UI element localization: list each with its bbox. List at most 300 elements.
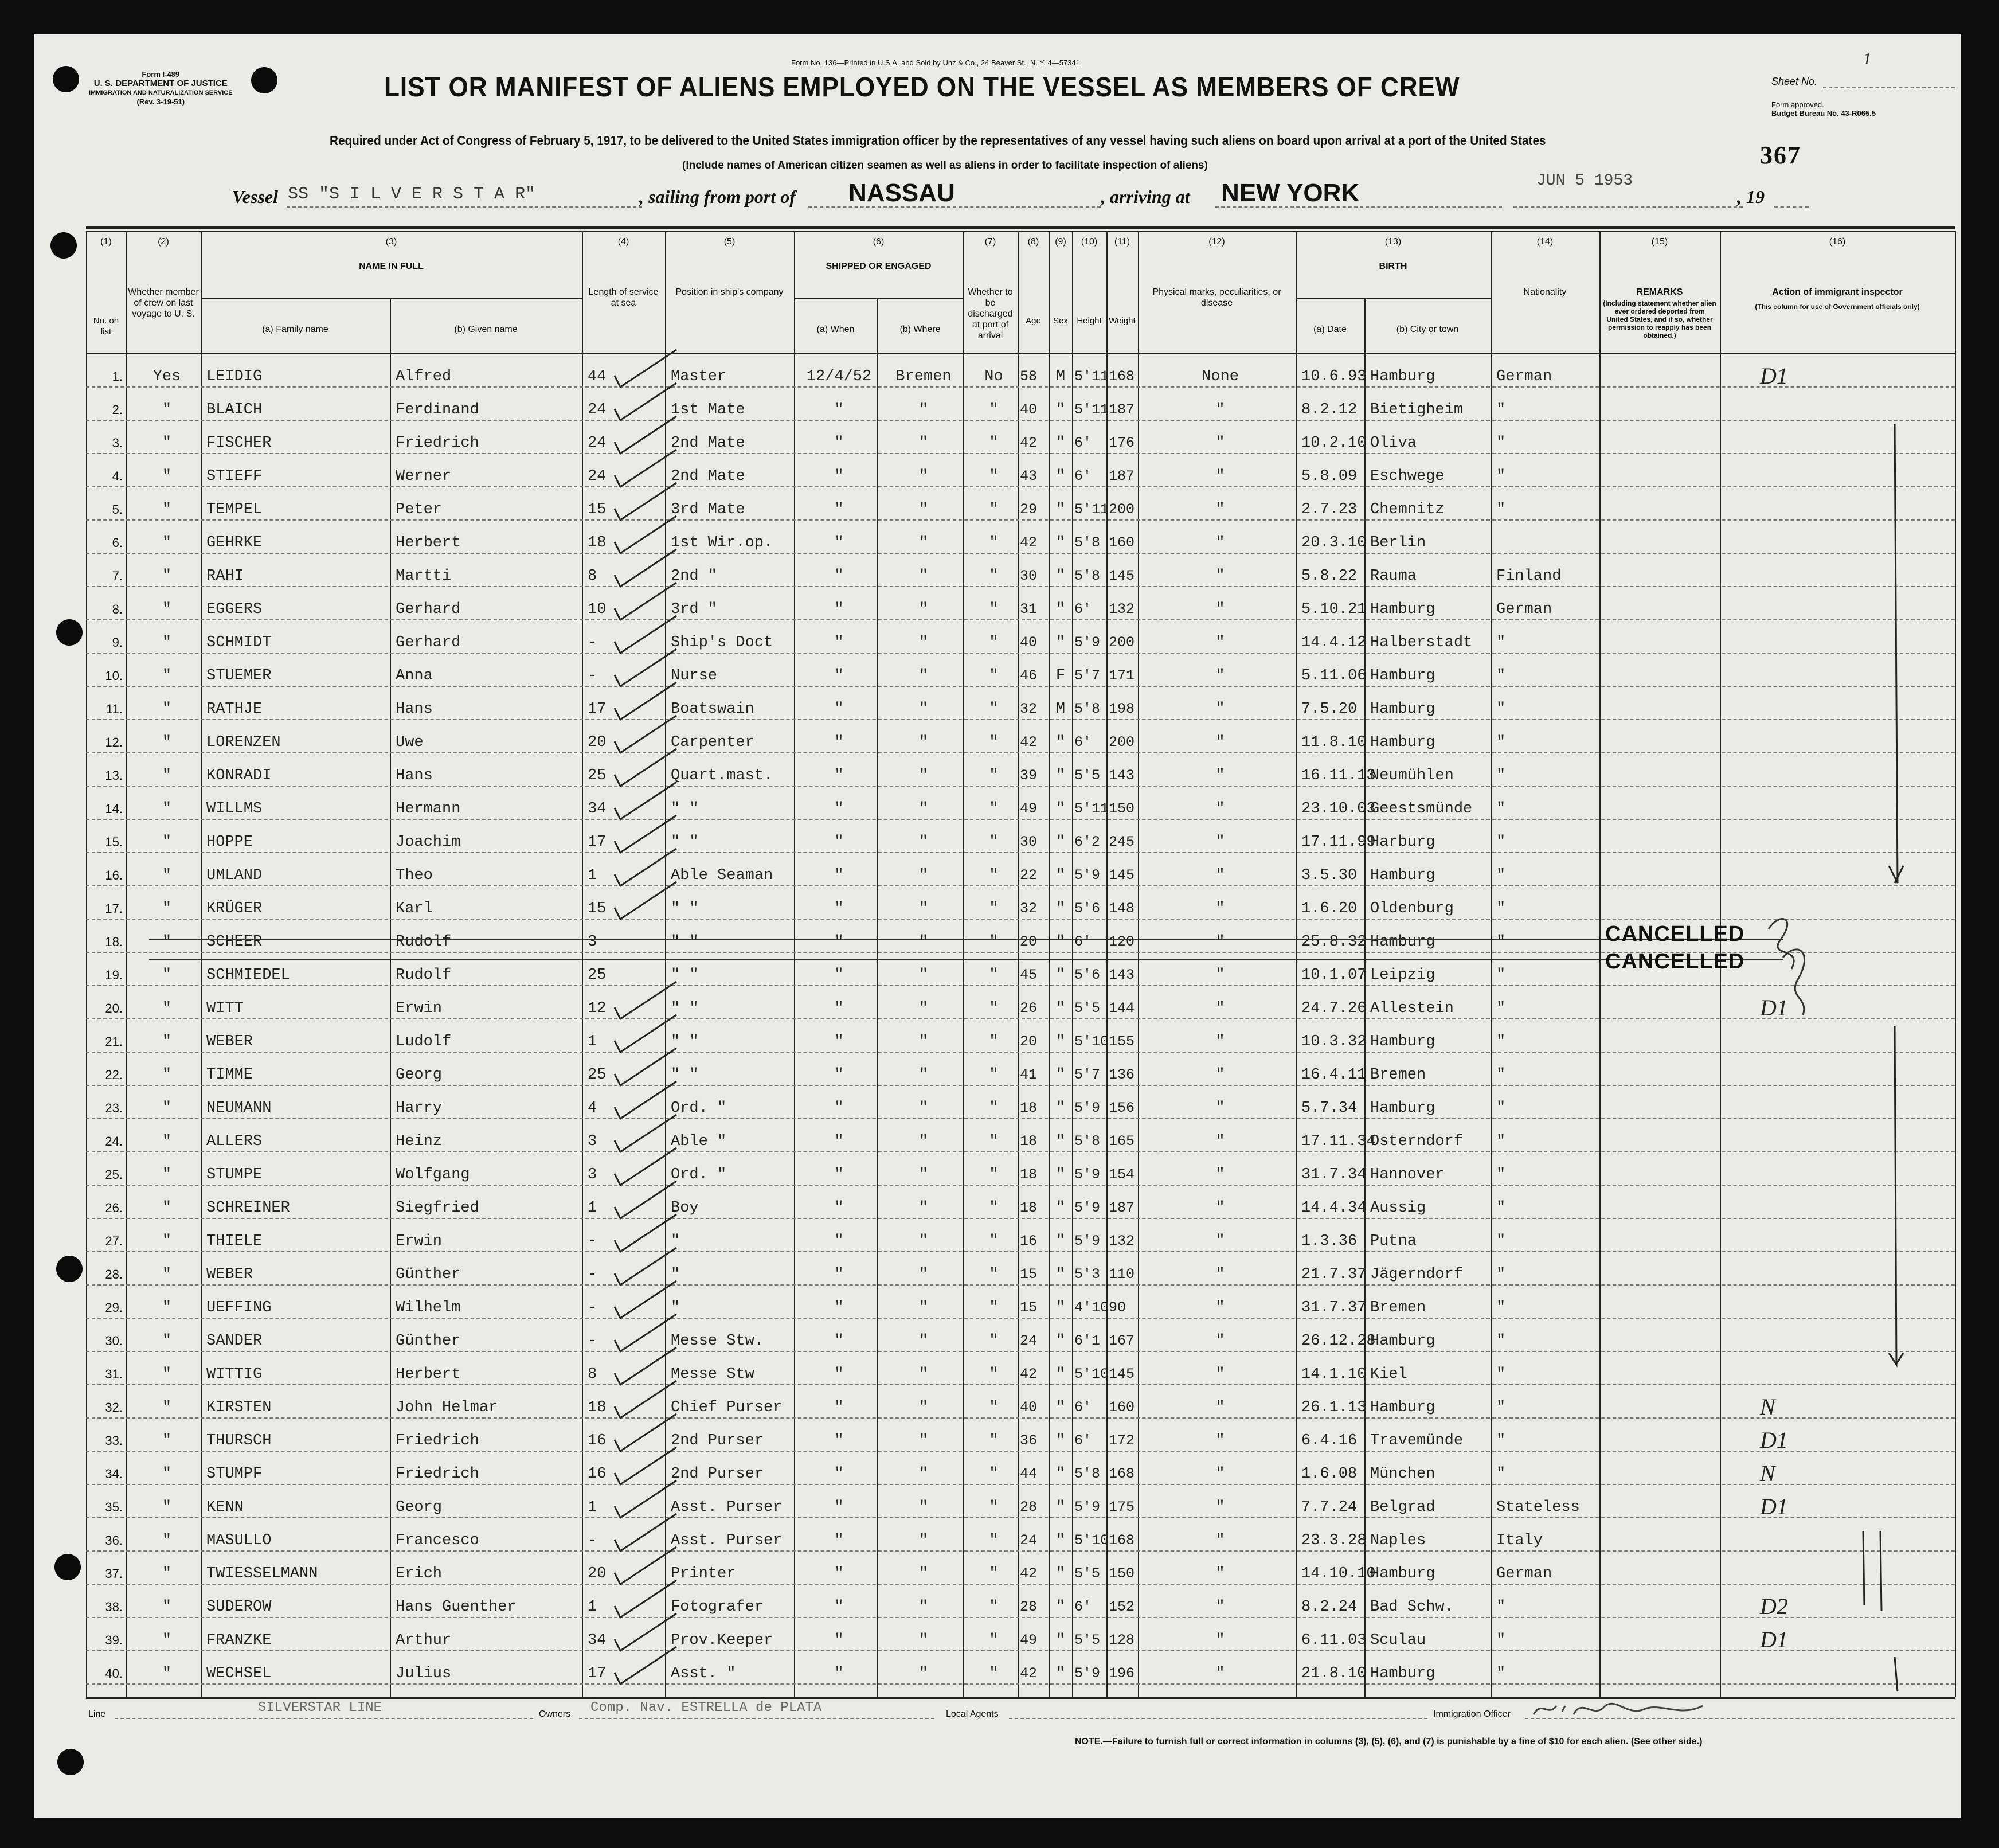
- cell-when: ": [834, 1166, 844, 1183]
- column-rule: [1599, 231, 1601, 1697]
- cell-where: ": [918, 1665, 929, 1682]
- cell-family: LEIDIG: [206, 368, 263, 385]
- column-number: (5): [723, 237, 736, 247]
- cell-age: 28: [1020, 1499, 1038, 1515]
- cell-prev: ": [162, 568, 172, 585]
- cell-where: ": [918, 1333, 929, 1350]
- row-guide: [86, 653, 1955, 654]
- cell-weight: 171: [1109, 667, 1135, 684]
- cell-sex: ": [1055, 1499, 1066, 1516]
- cell-given: Karl: [396, 900, 433, 917]
- cell-where: ": [918, 1599, 929, 1616]
- cell-prev: ": [162, 1033, 172, 1050]
- cell-position: Ship's Doct: [671, 634, 773, 651]
- cell-where: ": [918, 435, 929, 452]
- cell-family: MASULLO: [206, 1532, 272, 1549]
- cell-bcity: Hamburg: [1370, 1333, 1435, 1350]
- column-subheader: (b) Where: [899, 325, 941, 334]
- strike-line-18: [149, 939, 1783, 940]
- cell-marks: ": [1215, 1266, 1225, 1283]
- cell-position: " ": [671, 900, 699, 917]
- group-header-rule: [201, 298, 582, 299]
- column-number: (16): [1829, 237, 1846, 247]
- cell-bdate: 23.10.03: [1301, 800, 1376, 818]
- cell-family: SCHREINER: [206, 1200, 290, 1217]
- cell-service: 8: [588, 1366, 597, 1383]
- line-label: Line: [88, 1709, 106, 1719]
- cell-marks: None: [1202, 368, 1239, 385]
- cell-discharge: ": [989, 834, 999, 851]
- budget-bureau-number: Budget Bureau No. 43-R065.5: [1771, 109, 1876, 118]
- cell-when: ": [834, 1432, 844, 1450]
- inspector-action: D1: [1760, 1494, 1788, 1519]
- cell-nat: ": [1496, 1000, 1506, 1017]
- column-number: (4): [617, 237, 629, 247]
- cell-family: LORENZEN: [206, 734, 281, 751]
- cell-bcity: Hamburg: [1370, 1033, 1435, 1050]
- check-mark: [608, 1641, 688, 1687]
- cell-prev: ": [162, 701, 172, 718]
- cell-bcity: Hamburg: [1370, 701, 1435, 718]
- cell-bcity: Oldenburg: [1370, 900, 1454, 917]
- cell-height: 5'5: [1074, 1632, 1101, 1648]
- cell-when: ": [834, 534, 844, 552]
- cell-weight: 132: [1109, 601, 1135, 618]
- cell-discharge: ": [989, 435, 999, 452]
- cell-bcity: Rauma: [1370, 568, 1417, 585]
- cell-height: 5'6: [1074, 900, 1101, 917]
- column-number: (10): [1081, 237, 1098, 247]
- cell-position: 1st Wir.op.: [671, 534, 773, 552]
- cell-where: ": [918, 1399, 929, 1416]
- cell-height: 5'6: [1074, 967, 1101, 983]
- cell-age: 46: [1020, 667, 1038, 684]
- cell-bdate: 17.11.99: [1301, 834, 1376, 851]
- footer-line-rule: [115, 1718, 533, 1719]
- cell-bdate: 6.4.16: [1301, 1432, 1358, 1450]
- cell-prev: ": [162, 667, 172, 685]
- cell-position: 1st Mate: [671, 401, 745, 419]
- cell-sex: ": [1055, 401, 1066, 419]
- cell-nat: ": [1496, 1399, 1506, 1416]
- column-rule: [582, 231, 583, 1697]
- cell-discharge: ": [989, 1399, 999, 1416]
- cell-family: TIMME: [206, 1066, 253, 1084]
- cell-prev: ": [162, 1000, 172, 1017]
- cell-when: ": [834, 800, 844, 818]
- subtitle: Required under Act of Congress of February 5, 1917, to be delivered to the United States immigration officer by the representatives of any vessel having such aliens on board upon arrival at a port of the United States: [330, 133, 1546, 148]
- column-number: (1): [100, 237, 112, 247]
- cell-sex: M: [1055, 701, 1066, 718]
- cell-where: ": [918, 701, 929, 718]
- cell-marks: ": [1215, 634, 1225, 651]
- cell-marks: ": [1215, 1166, 1225, 1183]
- cell-sex: ": [1055, 501, 1066, 518]
- cell-age: 42: [1020, 1665, 1038, 1682]
- row-number: 26.: [105, 1201, 123, 1215]
- cell-given: Arthur: [396, 1632, 452, 1649]
- cell-given: Hermann: [396, 800, 461, 818]
- cell-family: KENN: [206, 1499, 244, 1516]
- cell-when: ": [834, 1499, 844, 1516]
- cell-bdate: 11.8.10: [1301, 734, 1367, 751]
- group-header-rule: [1296, 298, 1491, 299]
- cell-where: ": [918, 967, 929, 984]
- cell-sex: ": [1055, 1632, 1066, 1649]
- cell-position: Messe Stw.: [671, 1333, 764, 1350]
- row-number: 25.: [105, 1167, 123, 1182]
- cell-service: 24: [588, 435, 607, 452]
- cell-given: Wolfgang: [396, 1166, 470, 1183]
- cell-weight: 144: [1109, 1000, 1135, 1017]
- cell-where: ": [918, 867, 929, 884]
- cell-bdate: 10.3.32: [1301, 1033, 1367, 1050]
- cell-marks: ": [1215, 900, 1225, 917]
- cell-marks: ": [1215, 1466, 1225, 1483]
- cell-family: WECHSEL: [206, 1665, 272, 1682]
- cell-position: Prov.Keeper: [671, 1632, 773, 1649]
- cell-position: 2nd Purser: [671, 1466, 764, 1483]
- cell-service: 34: [588, 1632, 607, 1649]
- column-number: (15): [1651, 237, 1668, 247]
- cell-age: 31: [1020, 601, 1038, 618]
- cell-position: Printer: [671, 1565, 736, 1583]
- cell-marks: ": [1215, 1233, 1225, 1250]
- cell-prev: ": [162, 867, 172, 884]
- column-rule: [1049, 231, 1050, 1697]
- cell-family: UMLAND: [206, 867, 263, 884]
- cell-height: 5'9: [1074, 1100, 1101, 1116]
- cell-when: ": [834, 468, 844, 485]
- cell-bcity: Hamburg: [1370, 1665, 1435, 1682]
- cell-service: 10: [588, 601, 607, 618]
- cell-nat: ": [1496, 1066, 1506, 1084]
- cell-position: ": [671, 1266, 680, 1283]
- cell-family: STUMPF: [206, 1466, 263, 1483]
- cell-position: 3rd ": [671, 601, 718, 618]
- form-number: Form I-489: [142, 70, 180, 79]
- agents-rule: [1009, 1718, 1427, 1719]
- cell-height: 5'10: [1074, 1532, 1109, 1549]
- cell-nat: ": [1496, 800, 1506, 818]
- cell-bdate: 23.3.28: [1301, 1532, 1367, 1549]
- budget-approval: [1771, 100, 1876, 118]
- row-guide: [86, 1351, 1955, 1352]
- cell-given: Hans: [396, 701, 433, 718]
- row-number: 15.: [105, 835, 123, 849]
- column-header: NAME IN FULL: [359, 261, 424, 271]
- cell-prev: ": [162, 1233, 172, 1250]
- cell-nat: ": [1496, 734, 1506, 751]
- cell-prev: ": [162, 401, 172, 419]
- cell-height: 5'9: [1074, 1499, 1101, 1515]
- cell-bdate: 25.8.32: [1301, 933, 1367, 951]
- cell-weight: 143: [1109, 967, 1135, 983]
- cell-weight: 167: [1109, 1333, 1135, 1349]
- column-rule: [1491, 231, 1492, 1697]
- cell-discharge: ": [989, 1499, 999, 1516]
- cell-service: 15: [588, 900, 607, 917]
- punch-hole: [57, 1749, 84, 1775]
- cell-service: -: [588, 1266, 597, 1283]
- cell-weight: 245: [1109, 834, 1135, 850]
- cell-sex: ": [1055, 1432, 1066, 1450]
- row-guide: [86, 819, 1955, 820]
- cell-sex: ": [1055, 1299, 1066, 1316]
- cell-when: ": [834, 1599, 844, 1616]
- cell-service: 20: [588, 734, 607, 751]
- cell-where: ": [918, 767, 929, 784]
- cell-marks: ": [1215, 1066, 1225, 1084]
- cell-nat: ": [1496, 634, 1506, 651]
- cell-bcity: Bremen: [1370, 1066, 1426, 1084]
- cell-nat: ": [1496, 1432, 1506, 1450]
- cell-given: Theo: [396, 867, 433, 884]
- cell-prev: ": [162, 734, 172, 751]
- cell-given: Herbert: [396, 1366, 461, 1383]
- cell-position: Boatswain: [671, 701, 754, 718]
- cell-bcity: Oliva: [1370, 435, 1417, 452]
- row-number: 27.: [105, 1234, 123, 1248]
- row-number: 12.: [105, 735, 123, 749]
- cell-discharge: ": [989, 1299, 999, 1316]
- cell-when: ": [834, 1399, 844, 1416]
- cell-marks: ": [1215, 534, 1225, 552]
- cell-height: 5'5: [1074, 1565, 1101, 1582]
- cell-prev: ": [162, 1100, 172, 1117]
- cell-marks: ": [1215, 1366, 1225, 1383]
- row-guide: [86, 686, 1955, 687]
- cell-where: ": [918, 834, 929, 851]
- cell-where: ": [918, 1233, 929, 1250]
- cell-discharge: ": [989, 1466, 999, 1483]
- cell-weight: 156: [1109, 1100, 1135, 1116]
- column-header: No. on list: [93, 316, 119, 337]
- cell-nat: German: [1496, 368, 1552, 385]
- cell-where: ": [918, 401, 929, 419]
- cell-where: ": [918, 1266, 929, 1283]
- include-note: (Include names of American citizen seamen as well as aliens in order to facilitate inspection of aliens): [682, 159, 1208, 171]
- cell-discharge: ": [989, 667, 999, 685]
- cell-when: ": [834, 933, 844, 951]
- cell-bdate: 1.6.20: [1301, 900, 1358, 917]
- cell-bcity: Hamburg: [1370, 734, 1435, 751]
- row-number: 40.: [105, 1666, 123, 1681]
- cell-nat: ": [1496, 1366, 1506, 1383]
- cell-bcity: Osterndorf: [1370, 1133, 1464, 1150]
- group-header-rule: [794, 298, 963, 299]
- punch-hole: [251, 67, 277, 93]
- cell-prev: ": [162, 1133, 172, 1150]
- cell-family: RATHJE: [206, 701, 263, 718]
- cell-weight: 155: [1109, 1033, 1135, 1050]
- cell-when: ": [834, 401, 844, 419]
- row-guide: [86, 619, 1955, 620]
- cell-nat: Finland: [1496, 568, 1562, 585]
- cell-nat: ": [1496, 667, 1506, 685]
- cell-service: 1: [588, 1200, 597, 1217]
- column-subheader: (a) Family name: [262, 325, 328, 334]
- cell-marks: ": [1215, 834, 1225, 851]
- arriving-label: , arriving at: [1101, 186, 1190, 207]
- punch-hole: [56, 619, 83, 646]
- row-guide: [86, 1251, 1955, 1252]
- cell-bdate: 20.3.10: [1301, 534, 1367, 552]
- cell-position: Quart.mast.: [671, 767, 773, 784]
- cell-weight: 136: [1109, 1066, 1135, 1083]
- cell-discharge: ": [989, 1632, 999, 1649]
- cell-given: John Helmar: [396, 1399, 498, 1416]
- cell-sex: ": [1055, 1399, 1066, 1416]
- cell-bcity: Belgrad: [1370, 1499, 1435, 1516]
- cell-prev: ": [162, 435, 172, 452]
- cell-bdate: 21.7.37: [1301, 1266, 1367, 1283]
- footer-note: NOTE.—Failure to furnish full or correct information in columns (3), (5), (6), and (7) is punishable by a fine of $10 for each alien. (See other side.): [1075, 1737, 1703, 1747]
- column-number: (13): [1384, 237, 1402, 247]
- cell-given: Georg: [396, 1499, 443, 1516]
- cell-service: 3: [588, 933, 597, 951]
- cell-sex: ": [1055, 1200, 1066, 1217]
- cell-nat: ": [1496, 1299, 1506, 1316]
- cell-prev: ": [162, 800, 172, 818]
- cell-age: 15: [1020, 1266, 1038, 1283]
- cell-height: 6': [1074, 1432, 1092, 1449]
- cell-prev: ": [162, 634, 172, 651]
- cell-weight: 154: [1109, 1166, 1135, 1183]
- cell-service: 25: [588, 1066, 607, 1084]
- punch-hole: [50, 232, 77, 259]
- row-guide: [86, 1550, 1955, 1552]
- cell-bdate: 14.1.10: [1301, 1366, 1367, 1383]
- sheet-digit: 1: [1863, 50, 1871, 68]
- cell-sex: ": [1055, 1133, 1066, 1150]
- cell-bdate: 3.5.30: [1301, 867, 1358, 884]
- cell-where: ": [918, 1000, 929, 1017]
- cell-sex: ": [1055, 933, 1066, 951]
- cell-given: Friedrich: [396, 1432, 479, 1450]
- manifest-sheet: [34, 34, 1961, 1818]
- cell-service: 15: [588, 501, 607, 518]
- cell-bdate: 5.11.06: [1301, 667, 1367, 685]
- cell-marks: ": [1215, 1632, 1225, 1649]
- cell-when: ": [834, 1133, 844, 1150]
- cell-family: UEFFING: [206, 1299, 272, 1316]
- cell-position: " ": [671, 800, 699, 818]
- cell-height: 6': [1074, 734, 1092, 751]
- cell-prev: ": [162, 468, 172, 485]
- cell-age: 24: [1020, 1333, 1038, 1349]
- cell-height: 5'5: [1074, 1000, 1101, 1017]
- row-number: 17.: [105, 901, 123, 916]
- column-rule: [794, 231, 795, 1697]
- cell-prev: ": [162, 1599, 172, 1616]
- cell-prev: ": [162, 1499, 172, 1516]
- cell-bcity: Leipzig: [1370, 967, 1435, 984]
- cell-height: 5'7: [1074, 1066, 1101, 1083]
- cell-discharge: ": [989, 1665, 999, 1682]
- row-guide: [86, 1151, 1955, 1152]
- cell-sex: ": [1055, 1599, 1066, 1616]
- cell-given: Erwin: [396, 1233, 443, 1250]
- cell-bcity: Geestsmünde: [1370, 800, 1473, 818]
- cell-where: ": [918, 900, 929, 917]
- cell-service: 4: [588, 1100, 597, 1117]
- cell-age: 42: [1020, 435, 1038, 451]
- cell-family: WILLMS: [206, 800, 263, 818]
- vessel-name: SS "S I L V E R S T A R": [288, 185, 536, 204]
- cell-position: Asst. Purser: [671, 1532, 783, 1549]
- table-top-rule: [86, 226, 1955, 229]
- cell-bcity: Hamburg: [1370, 933, 1435, 951]
- cell-given: Heinz: [396, 1133, 443, 1150]
- cell-service: 16: [588, 1432, 607, 1450]
- cell-given: Gerhard: [396, 634, 461, 651]
- cell-nat: ": [1496, 1333, 1506, 1350]
- cell-weight: 150: [1109, 800, 1135, 817]
- column-rule: [126, 231, 127, 1697]
- cell-family: STIEFF: [206, 468, 263, 485]
- cell-when: ": [834, 834, 844, 851]
- column-header: BIRTH: [1379, 261, 1407, 271]
- cell-when: ": [834, 767, 844, 784]
- cell-age: 39: [1020, 767, 1038, 784]
- cell-age: 42: [1020, 1366, 1038, 1382]
- cell-when: ": [834, 1333, 844, 1350]
- cell-family: TEMPEL: [206, 501, 263, 518]
- form-revision: (Rev. 3-19-51): [136, 97, 185, 106]
- inspector-action: D1: [1760, 1627, 1788, 1652]
- cell-nat: ": [1496, 1200, 1506, 1217]
- cell-height: 6': [1074, 601, 1092, 618]
- owners-rule: [579, 1718, 934, 1719]
- cell-sex: ": [1055, 1000, 1066, 1017]
- cell-service: 25: [588, 767, 607, 784]
- cell-sex: ": [1055, 834, 1066, 851]
- cell-family: STUEMER: [206, 667, 272, 685]
- cell-family: SCHMIEDEL: [206, 967, 290, 984]
- cell-discharge: ": [989, 967, 999, 984]
- cell-bdate: 26.12.28: [1301, 1333, 1376, 1350]
- row-number: 32.: [105, 1400, 123, 1415]
- column-subheader: (b) City or town: [1396, 325, 1459, 334]
- row-guide: [86, 1052, 1955, 1053]
- cell-given: Rudolf: [396, 967, 452, 984]
- inspector-action: D2: [1760, 1593, 1788, 1619]
- punch-hole: [53, 66, 79, 92]
- cell-given: Erich: [396, 1565, 443, 1583]
- cell-bcity: Berlin: [1370, 534, 1426, 552]
- cell-height: 5'10: [1074, 1033, 1109, 1050]
- cell-marks: ": [1215, 933, 1225, 951]
- cell-bcity: Halberstadt: [1370, 634, 1473, 651]
- row-guide: [86, 1683, 1955, 1685]
- cell-prev: ": [162, 900, 172, 917]
- cell-bcity: Eschwege: [1370, 468, 1445, 485]
- cell-bdate: 14.10.10: [1301, 1565, 1376, 1583]
- vessel-line: [287, 206, 642, 208]
- cell-when: ": [834, 1665, 844, 1682]
- cell-position: ": [671, 1233, 680, 1250]
- cell-family: BLAICH: [206, 401, 263, 419]
- column-number: (14): [1536, 237, 1554, 247]
- cell-family: STUMPE: [206, 1166, 263, 1183]
- cell-weight: 200: [1109, 634, 1135, 651]
- column-rule: [390, 298, 391, 1697]
- punch-hole: [56, 1256, 83, 1282]
- cell-bcity: Putna: [1370, 1233, 1417, 1250]
- cell-where: ": [918, 501, 929, 518]
- inspector-action: D1: [1760, 363, 1788, 389]
